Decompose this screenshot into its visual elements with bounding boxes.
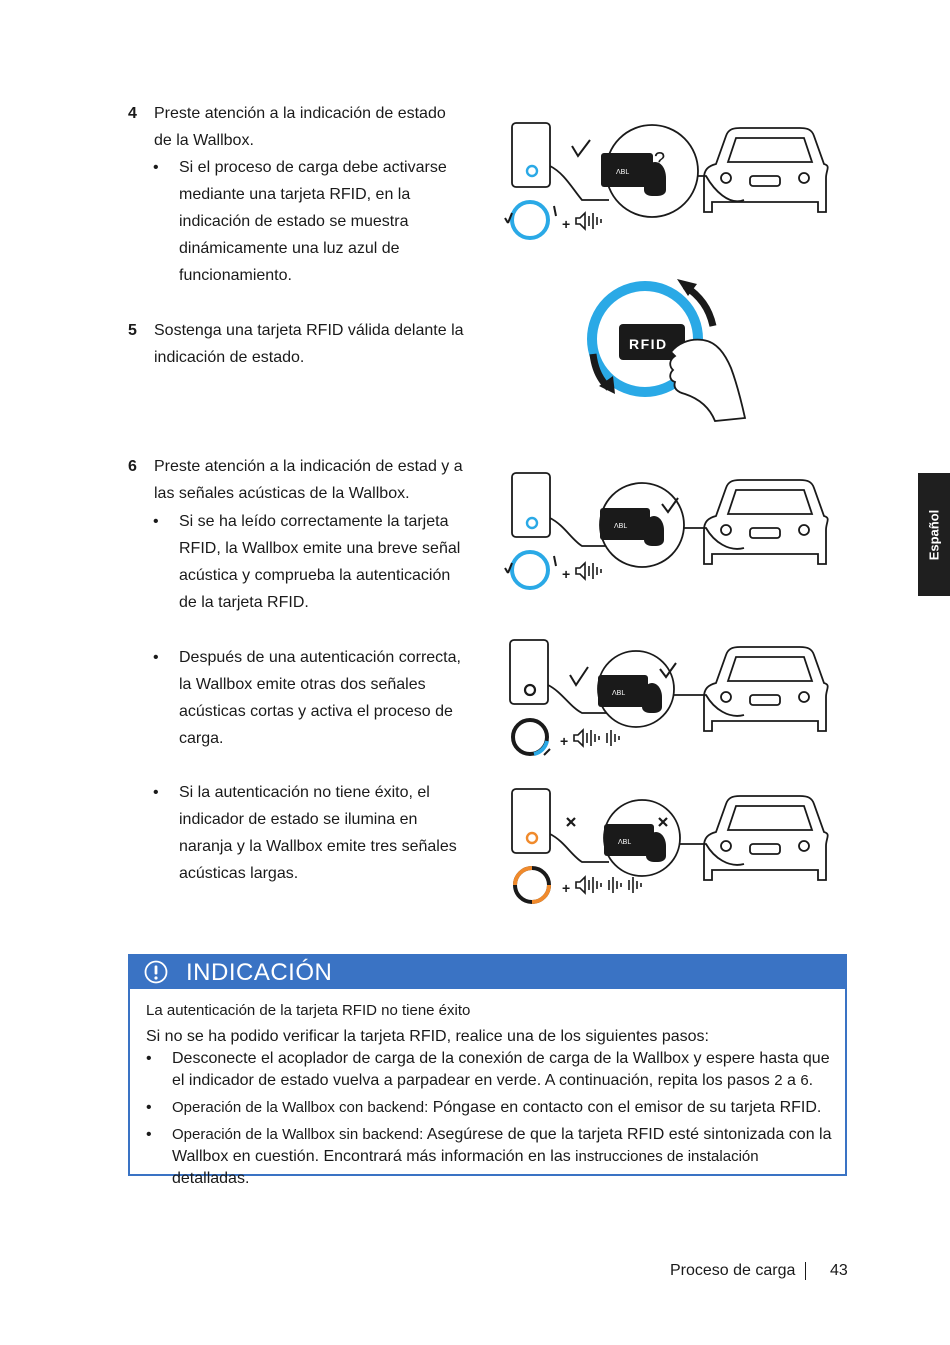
step-text: Sostenga una tarjeta RFID válida delante la indicación de estado. (154, 322, 464, 366)
note-subtitle: La autenticación de la tarjeta RFID no tiene éxito (146, 1002, 471, 1019)
step-reference-link[interactable]: 6 (800, 1072, 809, 1089)
status-led-icon (527, 518, 537, 528)
bullet-dot: • (153, 649, 159, 666)
bullet-text: Después de una autenticación correcta, la Wallbox emite otras dos señales acústicas cortas y activa el proceso de carga. (179, 649, 461, 747)
footer-section-title: Proceso de carga (670, 1262, 796, 1279)
running-light-icon (512, 552, 548, 588)
status-led-icon (527, 833, 537, 843)
language-tab-label: Español (926, 509, 942, 560)
svg-text:ΛBL: ΛBL (616, 169, 630, 176)
status-led-icon (525, 685, 535, 695)
page-number: 43 (830, 1262, 848, 1279)
note-item-text: . (808, 1072, 814, 1089)
illustration-hold-rfid (585, 276, 755, 426)
step-number: 6 (128, 458, 137, 475)
svg-text:+: + (562, 566, 571, 582)
svg-text:ΛBL: ΛBL (612, 690, 626, 697)
svg-text:+: + (562, 880, 571, 896)
rfid-keyfob-icon (644, 516, 664, 546)
note-item-lead: Operación de la Wallbox sin backend: (172, 1126, 424, 1143)
double-beep-sound-icon (574, 730, 619, 746)
note-item-text: Póngase en contacto con el emisor de su tarjeta RFID. (428, 1099, 822, 1116)
note-item-text: Desconecte el acoplador de carga de la conexión de carga de la Wallbox y espere hasta que el indicador de estado vuelva a parpadear en verde. A continuación, repita los pasos (172, 1050, 830, 1089)
note-intro: Si no se ha podido verificar la tarjeta RFID, realice una de los siguientes pasos: (146, 1028, 709, 1045)
exclamation-circle-icon (144, 960, 168, 984)
bullet-dot: • (146, 1050, 152, 1067)
step-text: Preste atención a la indicación de estado de la Wallbox. (154, 105, 446, 149)
car-icon (704, 128, 828, 212)
installation-manual-link[interactable]: instrucciones de instalación (575, 1148, 759, 1165)
svg-text:+: + (562, 216, 571, 232)
note-body (146, 1000, 836, 1190)
bullet-dot: • (153, 513, 159, 530)
car-icon (704, 796, 828, 880)
bullet-text: Si el proceso de carga debe activarse mediante una tarjeta RFID, en la indicación de estado se muestra dinámicamente una luz azul de funcionamiento. (179, 159, 447, 284)
rfid-keyfob-icon (642, 683, 662, 713)
bullet-dot: • (153, 784, 159, 801)
step-reference-link[interactable]: 2 (774, 1072, 783, 1089)
hand-icon (670, 340, 745, 421)
illustration-auth-failure (504, 786, 834, 911)
bullet-dot: • (146, 1099, 152, 1116)
running-light-icon (512, 202, 548, 238)
note-item-text: detalladas. (172, 1170, 250, 1187)
note-item-text: Asegúrese de que la tarjeta RFID esté sintonizada con la Wallbox en cuestión. Encontrará más información en las (172, 1126, 832, 1165)
language-tab (918, 473, 950, 596)
note-item-disconnect (146, 1048, 836, 1092)
triple-beep-sound-icon (576, 877, 641, 893)
note-item-lead: Operación de la Wallbox con backend: (172, 1099, 429, 1116)
beep-sound-icon (576, 563, 601, 579)
svg-text:?: ? (654, 149, 666, 171)
step-number: 5 (128, 322, 137, 339)
cross-icon (567, 818, 575, 826)
bullet-dot: • (153, 159, 159, 176)
illustration-auth-success (504, 637, 834, 762)
note-box (128, 954, 847, 1187)
status-led-icon (527, 166, 537, 176)
illustration-card-read (504, 470, 834, 595)
rfid-keyfob-icon (646, 832, 666, 862)
note-item-no-backend (146, 1124, 836, 1190)
note-title: INDICACIÓN (186, 959, 333, 986)
bullet-text: Si se ha leído correctamente la tarjeta RFID, la Wallbox emite una breve señal acústica y comprueba la autenticación de la tarjeta RFID. (179, 513, 461, 611)
footer-separator (805, 1262, 806, 1280)
car-icon (704, 480, 828, 564)
car-icon (704, 647, 828, 731)
illustration-waiting-rfid (504, 118, 834, 243)
svg-text:ΛBL: ΛBL (614, 523, 628, 530)
wallbox-icon (512, 123, 550, 187)
svg-text:+: + (560, 733, 569, 749)
bullet-text: Si la autenticación no tiene éxito, el indicador de estado se ilumina en naranja y la Wallbox emite tres señales acústicas largas. (179, 784, 457, 882)
note-item-backend (146, 1097, 836, 1119)
note-header (130, 956, 845, 989)
svg-text:ΛBL: ΛBL (618, 839, 632, 846)
step-text: Preste atención a la indicación de estad y a las señales acústicas de la Wallbox. (154, 458, 463, 502)
beep-sound-icon (576, 213, 601, 229)
svg-text:RFID: RFID (629, 336, 668, 352)
step-number: 4 (128, 105, 137, 122)
bullet-dot: • (146, 1126, 152, 1143)
note-item-text: a (782, 1072, 801, 1089)
